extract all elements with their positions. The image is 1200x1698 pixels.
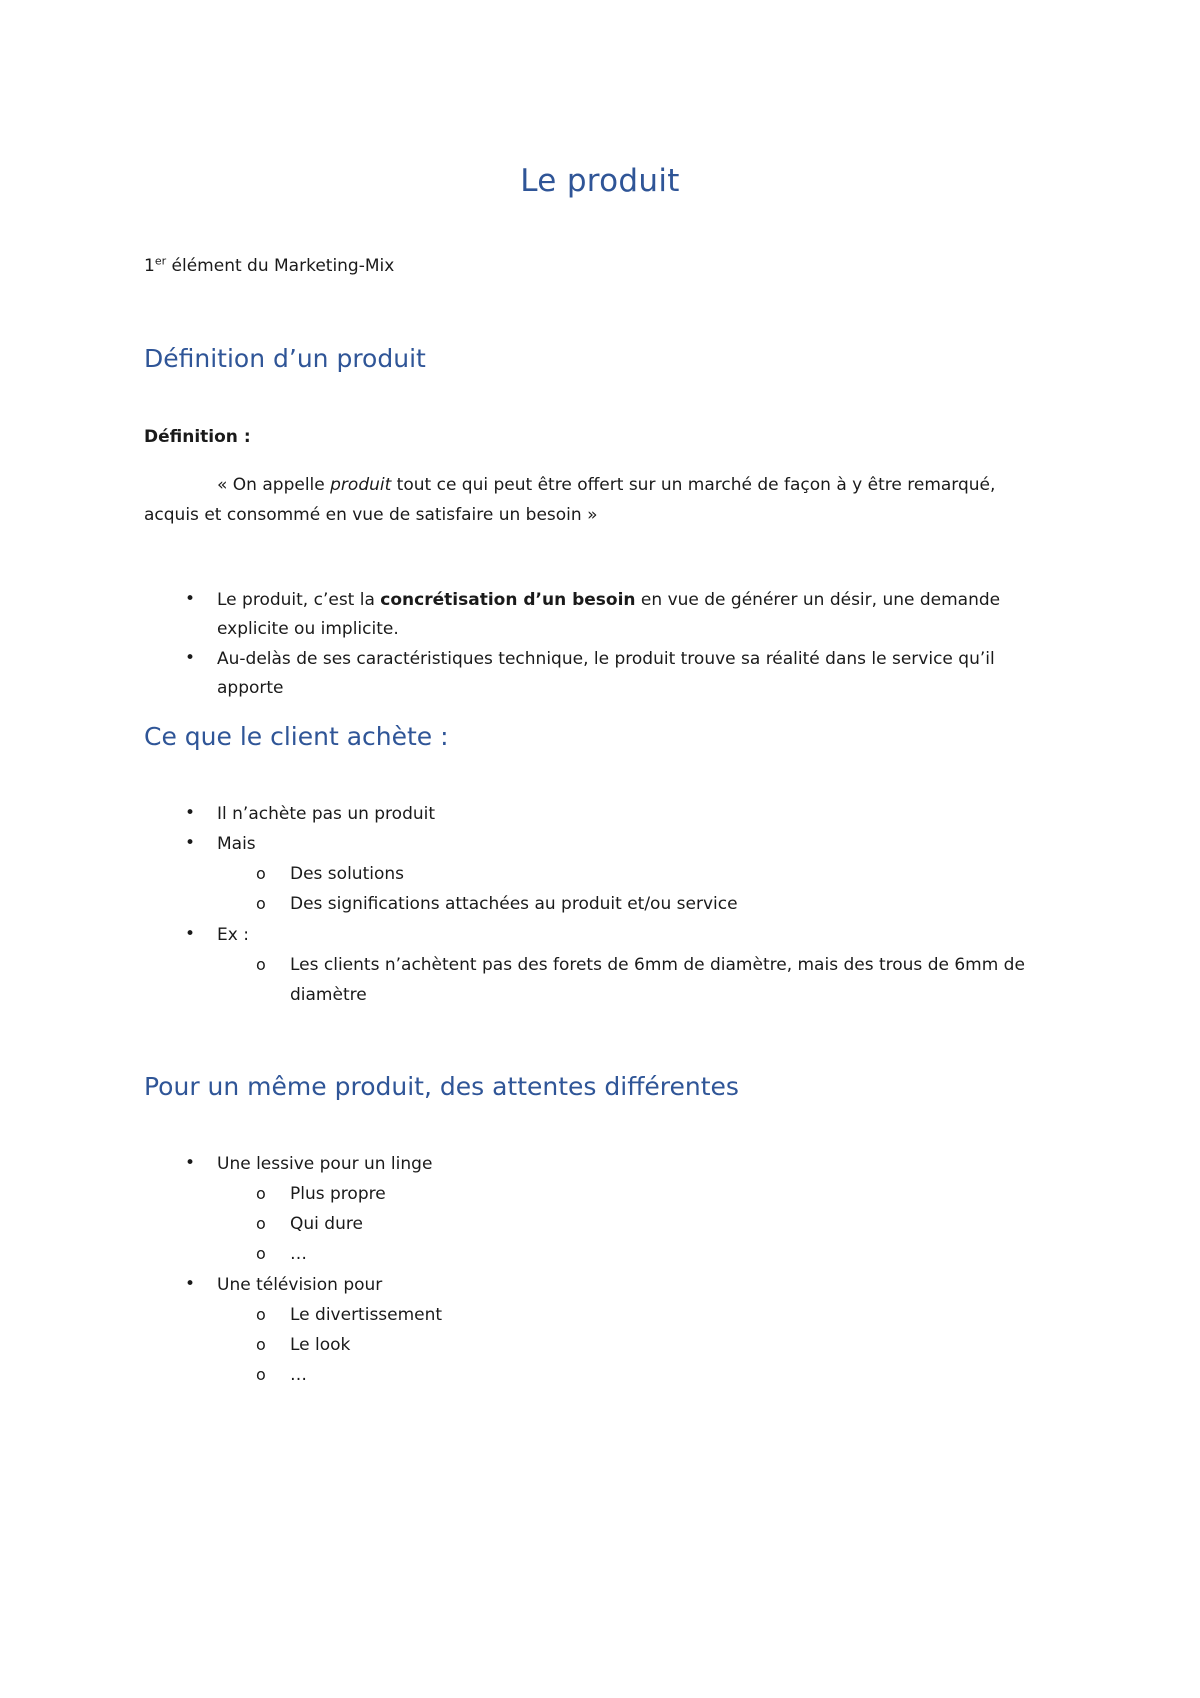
list-item-text: en vue de générer un désir, une demande <box>635 590 1001 610</box>
sub-list-item: Le look <box>290 1335 351 1355</box>
document-subtitle <box>144 256 394 276</box>
definition-label: Définition : <box>144 427 251 447</box>
list-item-continuation: explicite ou implicite. <box>217 619 399 639</box>
document-title: Le produit <box>520 163 680 199</box>
subtitle-prefix: 1 <box>144 256 155 276</box>
quote-text-b: tout ce qui peut être offert sur un marché de façon à y être remarqué, <box>391 475 996 495</box>
list-item: Ex : <box>217 925 249 945</box>
bullet-marker: • <box>185 648 196 668</box>
heading-attentes: Pour un même produit, des attentes différentes <box>144 1072 739 1101</box>
quote-italic-word: produit <box>330 475 392 495</box>
sub-list-item: Plus propre <box>290 1184 386 1204</box>
sub-list-item: Des significations attachées au produit et/ou service <box>290 894 738 914</box>
bullet-marker: • <box>185 1274 196 1294</box>
list-item <box>217 590 1000 610</box>
list-item-bold: concrétisation d’un besoin <box>380 590 636 610</box>
quote-line-1 <box>144 470 1064 500</box>
sub-bullet-marker: o <box>256 1365 266 1384</box>
sub-list-item-continuation: diamètre <box>290 985 367 1005</box>
bullet-marker: • <box>185 1153 196 1173</box>
list-item: Une télévision pour <box>217 1275 383 1295</box>
sub-list-item: … <box>290 1244 307 1264</box>
bullet-marker: • <box>185 833 196 853</box>
bullet-marker: • <box>185 924 196 944</box>
sub-list-item: … <box>290 1365 307 1385</box>
sub-list-item: Des solutions <box>290 864 404 884</box>
bullet-marker: • <box>185 803 196 823</box>
sub-bullet-marker: o <box>256 1214 266 1233</box>
sub-bullet-marker: o <box>256 1184 266 1203</box>
sub-bullet-marker: o <box>256 864 266 883</box>
sub-bullet-marker: o <box>256 1335 266 1354</box>
sub-bullet-marker: o <box>256 955 266 974</box>
sub-bullet-marker: o <box>256 1305 266 1324</box>
heading-client-achete: Ce que le client achète : <box>144 722 449 751</box>
list-item: Mais <box>217 834 256 854</box>
quote-text-a: « On appelle <box>217 475 331 495</box>
bullet-marker: • <box>185 589 196 609</box>
sub-list-item: Les clients n’achètent pas des forets de 6mm de diamètre, mais des trous de 6mm de <box>290 955 1025 975</box>
quote-line-2: acquis et consommé en vue de satisfaire un besoin » <box>144 505 598 525</box>
subtitle-superscript: er <box>154 254 167 268</box>
heading-definition: Définition d’un produit <box>144 344 426 373</box>
definition-quote <box>144 470 1064 530</box>
list-item-text: Le produit, c’est la <box>217 590 381 610</box>
list-item-continuation: apporte <box>217 678 284 698</box>
list-item: Il n’achète pas un produit <box>217 804 436 824</box>
sub-bullet-marker: o <box>256 1244 266 1263</box>
list-item: Au-delàs de ses caractéristiques technique, le produit trouve sa réalité dans le service qu’il <box>217 649 995 669</box>
sub-bullet-marker: o <box>256 894 266 913</box>
sub-list-item: Le divertissement <box>290 1305 443 1325</box>
sub-list-item: Qui dure <box>290 1214 363 1234</box>
list-item: Une lessive pour un linge <box>217 1154 433 1174</box>
subtitle-rest: élément du Marketing-Mix <box>166 256 395 276</box>
